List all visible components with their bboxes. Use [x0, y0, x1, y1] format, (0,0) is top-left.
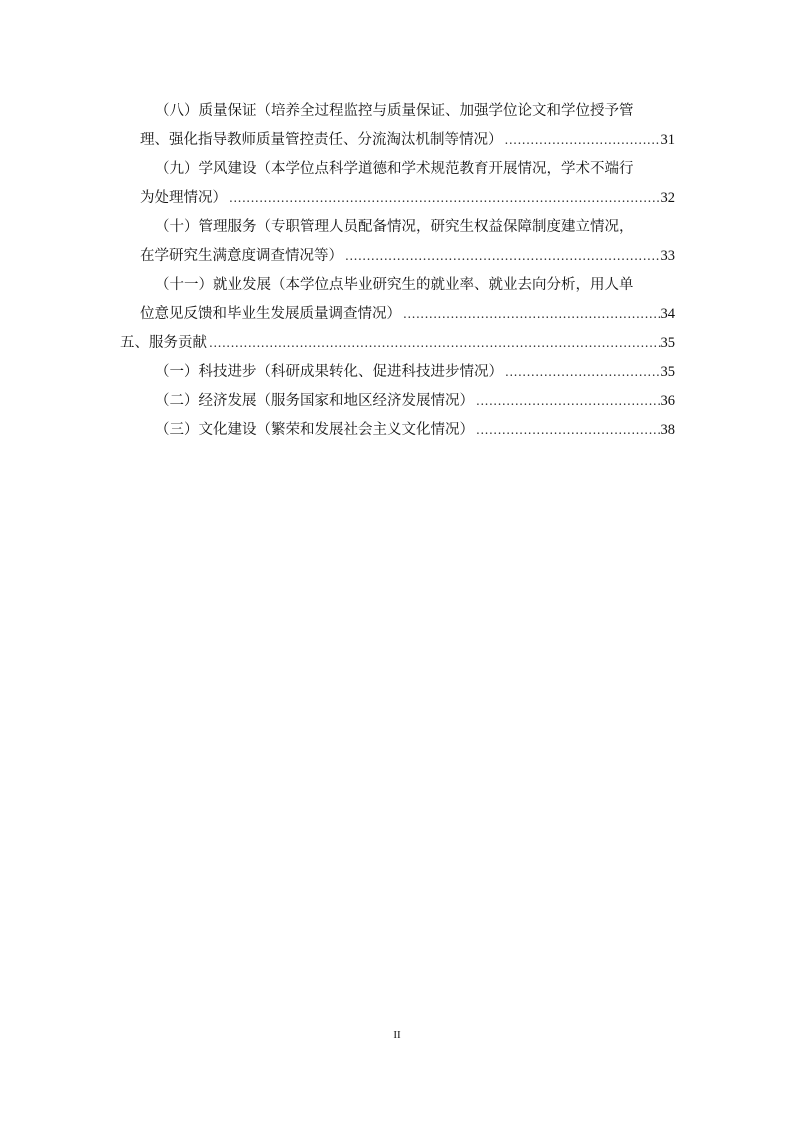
toc-entry-text: （二）经济发展（服务国家和地区经济发展情况）: [155, 393, 474, 409]
dot-leader: [474, 420, 661, 440]
toc-entry-text: 为处理情况）: [140, 190, 227, 206]
toc-entry-text: 位意见反馈和毕业生发展质量调查情况）: [140, 306, 401, 322]
footer-page-number: II: [393, 1029, 401, 1041]
toc-page-number: 33: [660, 248, 675, 264]
dot-leader: [227, 188, 661, 208]
toc-page-number: 31: [660, 132, 675, 148]
toc-page-number: 38: [660, 422, 675, 438]
toc-entry-text: （八）质量保证（培养全过程监控与质量保证、加强学位论文和学位授予管: [155, 103, 634, 119]
toc-entry-text: 五、服务贡献: [120, 335, 207, 351]
dot-leader: [503, 130, 661, 150]
toc-entry-employment-line2[interactable]: [120, 304, 675, 324]
toc-entry-text: （十）管理服务（专职管理人员配备情况，研究生权益保障制度建立情况，: [155, 219, 634, 235]
toc-entry-academic-ethos-line2[interactable]: [120, 188, 675, 208]
toc-entry-quality-assurance-line2[interactable]: [120, 130, 675, 150]
toc-entry-academic-ethos-line1: [120, 159, 675, 179]
dot-leader: [207, 333, 661, 353]
toc-entry-cultural-construction[interactable]: [120, 420, 675, 440]
toc-entry-text: 在学研究生满意度调查情况等）: [140, 248, 343, 264]
toc-entry-employment-line1: [120, 275, 675, 295]
toc-entry-tech-progress[interactable]: [120, 362, 675, 382]
dot-leader: [474, 391, 661, 411]
toc-entry-text: （三）文化建设（繁荣和发展社会主义文化情况）: [155, 422, 474, 438]
toc-entry-text: （一）科技进步（科研成果转化、促进科技进步情况）: [155, 364, 503, 380]
toc-entry-quality-assurance-line1: [120, 101, 675, 121]
toc-page-number: 34: [660, 306, 675, 322]
toc-entry-service-contribution[interactable]: [120, 333, 675, 353]
toc-page-number: 36: [660, 393, 675, 409]
toc-entry-management-service-line1: [120, 217, 675, 237]
toc-entry-text: （十一）就业发展（本学位点毕业研究生的就业率、就业去向分析，用人单: [155, 277, 634, 293]
toc-page-number: 32: [660, 190, 675, 206]
toc-entry-text: （九）学风建设（本学位点科学道德和学术规范教育开展情况，学术不端行: [155, 161, 634, 177]
toc-page-number: 35: [660, 335, 675, 351]
page-footer: [0, 1029, 794, 1041]
dot-leader: [343, 246, 661, 266]
dot-leader: [503, 362, 661, 382]
toc-page-number: 35: [660, 364, 675, 380]
toc-entry-economic-development[interactable]: [120, 391, 675, 411]
table-of-contents: [120, 101, 675, 449]
toc-entry-text: 理、强化指导教师质量管控责任、分流淘汰机制等情况）: [140, 132, 503, 148]
toc-entry-management-service-line2[interactable]: [120, 246, 675, 266]
dot-leader: [401, 304, 661, 324]
